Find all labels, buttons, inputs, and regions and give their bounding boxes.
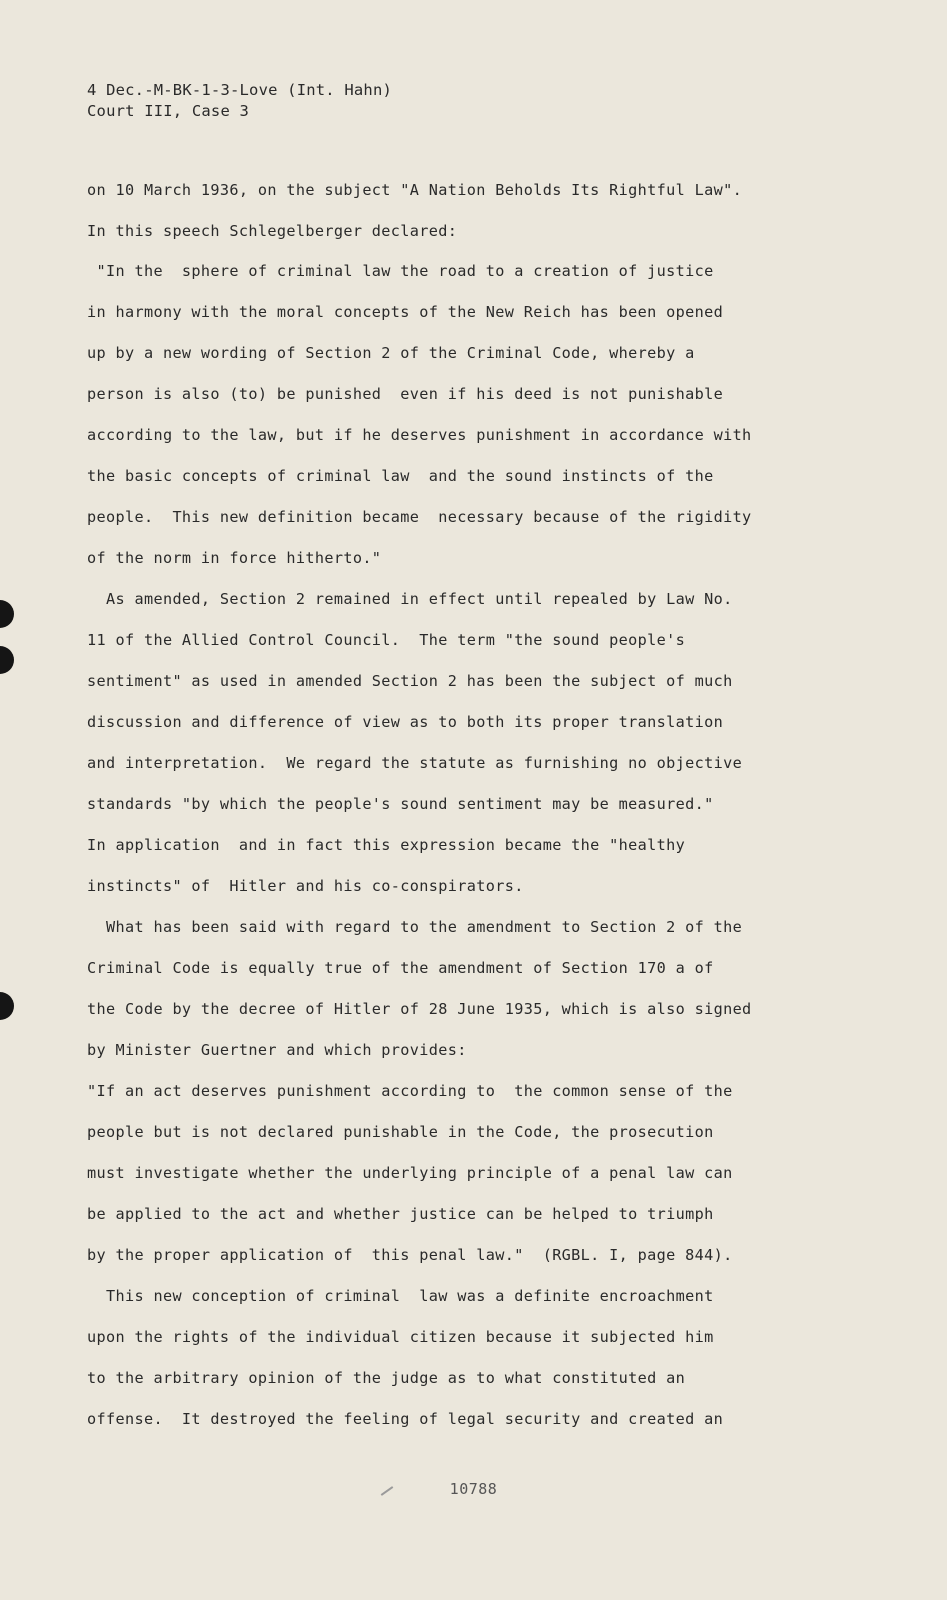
header-reference-line: 4 Dec.-M-BK-1-3-Love (Int. Hahn) <box>87 81 393 99</box>
text-line: person is also (to) be punished even if his deed is not punishable <box>87 385 724 403</box>
punch-hole <box>0 992 14 1020</box>
text-line: instincts" of Hitler and his co-conspirators. <box>87 877 524 895</box>
text-line: in harmony with the moral concepts of the New Reich has been opened <box>87 303 724 321</box>
text-line: In this speech Schlegelberger declared: <box>87 222 458 240</box>
text-line: people but is not declared punishable in the Code, the prosecution <box>87 1123 714 1141</box>
text-line: What has been said with regard to the amendment to Section 2 of the <box>87 918 743 936</box>
text-line: and interpretation. We regard the statute as furnishing no objective <box>87 754 743 772</box>
text-line: upon the rights of the individual citizen because it subjected him <box>87 1328 714 1346</box>
text-line: 11 of the Allied Control Council. The term "the sound people's <box>87 631 686 649</box>
text-line: by Minister Guertner and which provides: <box>87 1041 467 1059</box>
text-line: people. This new definition became necessary because of the rigidity <box>87 508 752 526</box>
text-line: the basic concepts of criminal law and the sound instincts of the <box>87 467 714 485</box>
punch-hole <box>0 646 14 674</box>
text-line: be applied to the act and whether justice can be helped to triumph <box>87 1205 714 1223</box>
punch-hole <box>0 600 14 628</box>
text-line: discussion and difference of view as to both its proper translation <box>87 713 724 731</box>
text-line: on 10 March 1936, on the subject "A Nation Beholds Its Rightful Law". <box>87 181 743 199</box>
text-line: This new conception of criminal law was a definite encroachment <box>87 1287 714 1305</box>
text-line: standards "by which the people's sound sentiment may be measured." <box>87 795 714 813</box>
text-line: according to the law, but if he deserves punishment in accordance with <box>87 426 752 444</box>
text-line: In application and in fact this expression became the "healthy <box>87 836 686 854</box>
header-court-line: Court III, Case 3 <box>87 102 250 120</box>
text-line: to the arbitrary opinion of the judge as to what constituted an <box>87 1369 686 1387</box>
text-line: up by a new wording of Section 2 of the Criminal Code, whereby a <box>87 344 695 362</box>
text-line: by the proper application of this penal law." (RGBL. I, page 844). <box>87 1246 733 1264</box>
text-line: Criminal Code is equally true of the amendment of Section 170 a of <box>87 959 714 977</box>
text-line: "In the sphere of criminal law the road to a creation of justice <box>87 262 714 280</box>
text-line: offense. It destroyed the feeling of legal security and created an <box>87 1410 724 1428</box>
text-line: As amended, Section 2 remained in effect until repealed by Law No. <box>87 590 733 608</box>
text-line: the Code by the decree of Hitler of 28 June 1935, which is also signed <box>87 1000 752 1018</box>
document-header <box>87 80 392 122</box>
text-line: "If an act deserves punishment according to the common sense of the <box>87 1082 733 1100</box>
text-line: of the norm in force hitherto." <box>87 549 382 567</box>
page-number: 10788 <box>449 1480 498 1498</box>
text-line: must investigate whether the underlying principle of a penal law can <box>87 1164 733 1182</box>
text-line: sentiment" as used in amended Section 2 has been the subject of much <box>87 672 733 690</box>
